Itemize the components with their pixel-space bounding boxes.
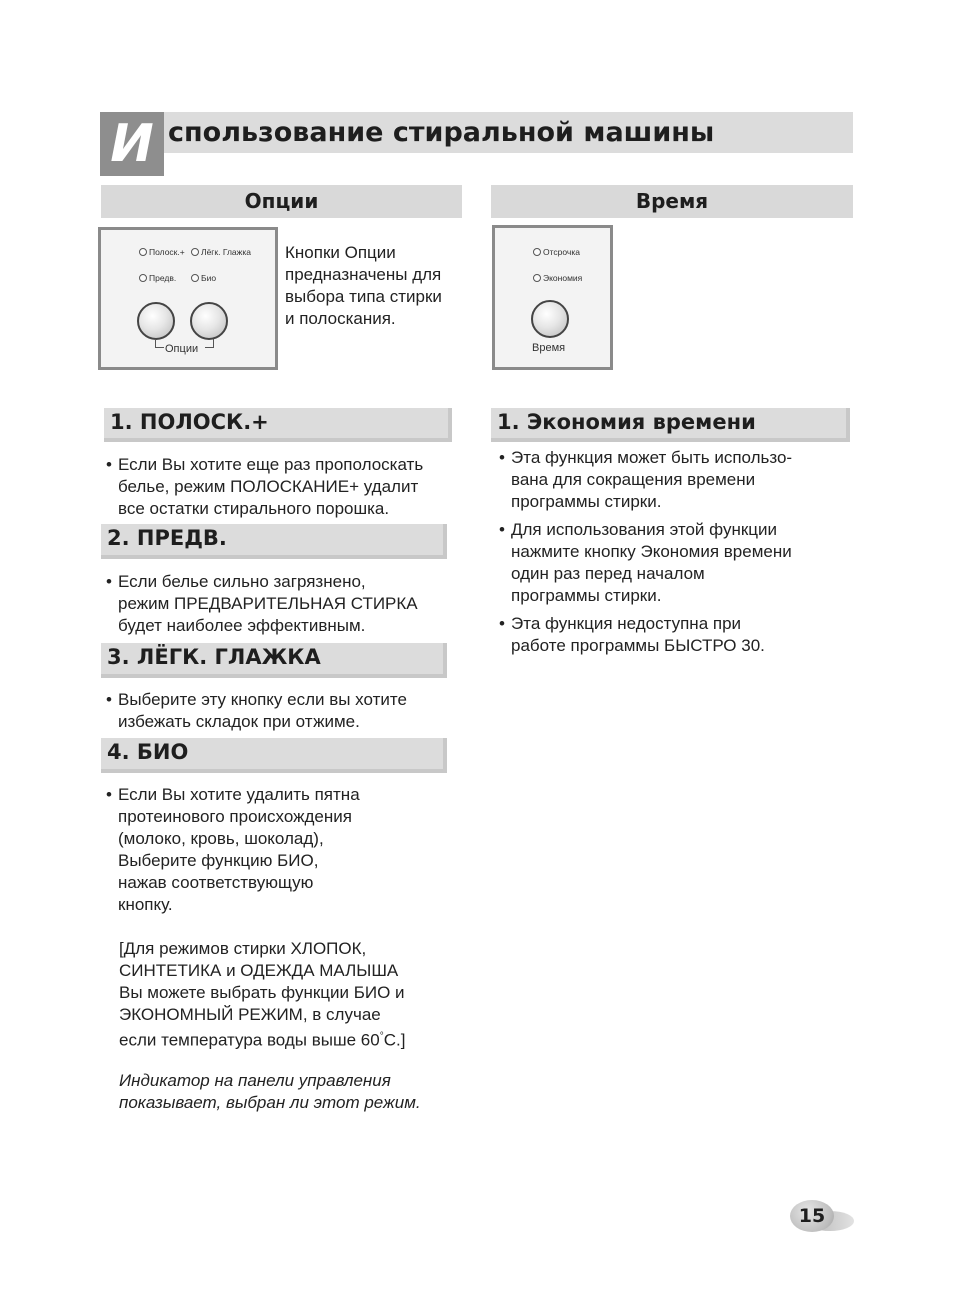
feature-time-saving-header: 1. Экономия времени: [491, 408, 850, 442]
options-description: Кнопки Опции предназначены для выбора типа стирки и полоскания.: [285, 243, 442, 328]
feature-easy-iron-header: 3. ЛЁГК. ГЛАЖКА: [101, 643, 447, 678]
option-button-right[interactable]: [190, 302, 228, 340]
feature-time-saving-bullet-2: • Для использования этой функции нажмите кнопку Экономия времени один раз перед началом программы стирки.: [499, 520, 792, 605]
feature-time-saving-bullet-3: • Эта функция недоступна при работе программы БЫСТРО 30.: [499, 614, 765, 655]
time-button[interactable]: [531, 300, 569, 338]
led-bio: Био: [191, 273, 216, 283]
feature-bio-bullet: • Если Вы хотите удалить пятна протеинового происхождения (молоко, кровь, шоколад), Выберите функцию БИО, нажав соответствующую кнопку.: [106, 785, 360, 914]
title-initial: И: [100, 112, 164, 176]
bracket-right-icon: [205, 339, 214, 348]
option-button-left[interactable]: [137, 302, 175, 340]
feature-bio-note: [Для режимов стирки ХЛОПОК, СИНТЕТИКА и ОДЕЖДА МАЛЫША Вы можете выбрать функции БИО и ЭКОНОМНЫЙ РЕЖИМ, в случае если температура воды выше 60°С.]: [119, 939, 406, 1050]
led-prewash: Предв.: [139, 273, 176, 283]
page-title: спользование стиральной машины: [168, 117, 715, 148]
led-indicator-icon: [191, 248, 199, 256]
feature-prewash-header: 2. ПРЕДВ.: [101, 524, 447, 559]
led-indicator-icon: [533, 248, 541, 256]
led-delay: Отсрочка: [533, 247, 580, 257]
page-number: 15: [790, 1200, 834, 1232]
feature-rinse-plus-header: 1. ПОЛОСК.+: [104, 408, 452, 442]
led-indicator-icon: [191, 274, 199, 282]
led-indicator-icon: [533, 274, 541, 282]
time-caption: Время: [532, 342, 566, 354]
options-header: Опции: [101, 185, 462, 218]
feature-time-saving-bullet-1: • Эта функция может быть использо- вана для сокращения времени программы стирки.: [499, 448, 793, 511]
options-caption: Опции: [165, 343, 199, 355]
led-time-saver: Экономия: [533, 273, 582, 283]
feature-bio-header: 4. БИО: [101, 738, 447, 773]
led-easy-iron: Лёгк. Глажка: [191, 247, 251, 257]
led-indicator-icon: [139, 248, 147, 256]
time-header: Время: [491, 185, 853, 218]
bracket-left-icon: [155, 339, 164, 348]
options-panel: [98, 227, 278, 370]
led-rinse-plus: Полоск.+: [139, 247, 185, 257]
feature-easy-iron-bullet: • Выберите эту кнопку если вы хотите избежать складок при отжиме.: [106, 690, 407, 731]
feature-prewash-bullet: • Если белье сильно загрязнено, режим ПРЕДВАРИТЕЛЬНАЯ СТИРКА будет наиболее эффективным.: [106, 572, 418, 635]
time-panel: [492, 225, 613, 370]
feature-rinse-plus-bullet: • Если Вы хотите еще раз прополоскать белье, режим ПОЛОСКАНИЕ+ удалит все остатки стирального порошка.: [106, 455, 424, 518]
led-indicator-icon: [139, 274, 147, 282]
feature-bio-italic-note: Индикатор на панели управления показывает, выбран ли этот режим.: [119, 1071, 421, 1112]
